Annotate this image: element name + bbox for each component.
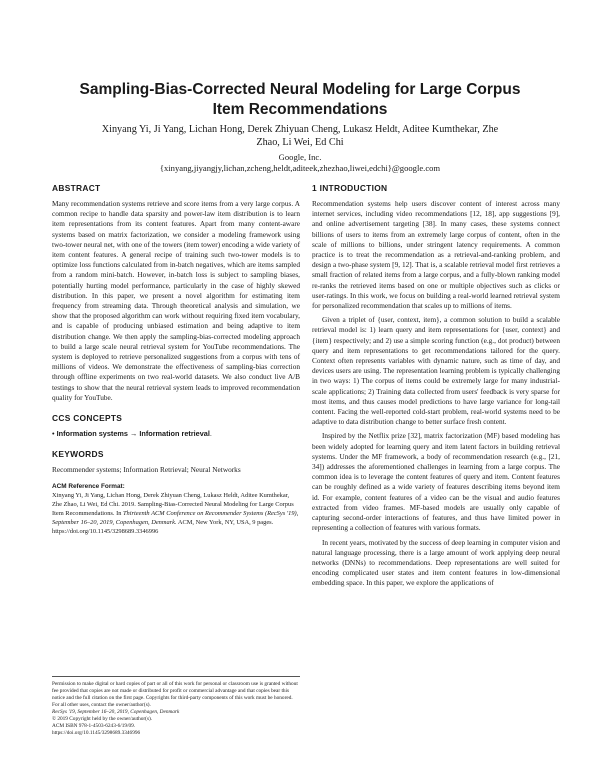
title-line-2: Item Recommendations <box>212 101 388 118</box>
intro-paragraph-2: Given a triplet of {user, context, item}, a common solution to build a scalable retrieval model is: 1) learn query and item representations for {user, context} and {item} respectively; and 2) use a simple scoring function (e.g., dot product) between query and item representations to get recommendations tailored for the query. Context often represents variables with dynamic nature, such as time of day, and devices users are using. The representation learning problem is typically challenging in two ways: 1) The corpus of items could be extremely large for many industrial-scale applications; 2) Training data collected from users' feedback is very sparse for most items, and thus causes model predictions to have large variance for long-tail content. Facing the well-reported cold-start problem, real-world systems need to be adaptive to data distribution change to better surface fresh content. <box>312 315 560 427</box>
intro-paragraph-1: Recommendation systems help users discover content of interest across many internet services, including video recommendations [12, 18], app suggestions [9], and online advertisement targeting [38]. In many cases, these systems connect billions of users to items from an extremely large corpus of content, often in the scale of millions to billions, under stringent latency requirements. A common practice is to treat the recommendation as a retrieval-and-ranking problem, and design a two-phase system [9, 12]. That is, a scalable retrieval model first retrieves a small fraction of related items from a large corpus, and a fully-blown ranking model re-ranks the retrieved items based on one or multiple objectives such as clicks or user-ratings. In this work, we focus on building a real-world learned retrieval system for personalized recommendation that scales up to millions of items. <box>312 199 560 311</box>
ccs-subconcept: Information retrieval <box>139 429 210 439</box>
footnote-isbn: ACM ISBN 978-1-4503-6243-6/19/09. <box>52 723 136 729</box>
authors-line-1: Xinyang Yi, Ji Yang, Lichan Hong, Derek Zhiyuan Cheng, Lukasz Heldt, Aditee Kumthekar, Zhe <box>101 124 499 135</box>
keywords-heading: KEYWORDS <box>52 449 104 460</box>
footnote-venue: RecSys '19, September 16–20, 2019, Copenhagen, Denmark <box>52 709 180 715</box>
ccs-concepts <box>52 429 300 439</box>
copyright-footnote <box>52 676 300 737</box>
ccs-period: . <box>209 429 212 439</box>
introduction-heading: 1 INTRODUCTION <box>312 183 388 193</box>
abstract-heading: ABSTRACT <box>52 183 101 193</box>
acm-reference-doi: ACM, New York, NY, USA, 9 pages. https://doi.org/10.1145/3298689.3346996 <box>52 519 274 536</box>
intro-paragraph-4: In recent years, motivated by the success of deep learning in computer vision and natural language processing, there is a large amount of work applying deep neural networks (DNNs) to recommendations. Deep representations are well suited for encoding complicated user states and item content features in low-dimensional embedding space. In this paper, we explore the applications of <box>312 537 560 588</box>
intro-paragraph-3: Inspired by the Netflix prize [32], matrix factorization (MF) based modeling has been widely adopted for learning query and item latent factors in building retrieval systems. Under the MF framework, a body of recommendation research (e.g., [21, 34]) addresses the aforementioned challenges in learning from a large corpus. The common idea is to leverage the content features of query and item. Content features can be roughly defined as a wide variety of features describing items beyond item id. For example, content features of a video can be the visual and audio features extracted from video frames. MF-based models are usually only capable of capturing second-order interactions of features, and thus have limited power in representing a collection of features with various formats. <box>312 431 560 533</box>
footnote-doi: https://doi.org/10.1145/3298689.3346996 <box>52 730 141 736</box>
acm-reference-venue: Thirteenth ACM Conference on Recommender Systems (RecSys '19), September 16–20, 2019, Copenhagen, Denmark. <box>52 510 299 527</box>
acm-reference-heading: ACM Reference Format: <box>52 483 125 491</box>
ccs-heading: CCS CONCEPTS <box>52 413 123 424</box>
acm-reference-text <box>52 491 300 536</box>
ccs-concept: Information systems <box>56 429 128 439</box>
author-list <box>40 123 560 149</box>
affiliation: Google, Inc. <box>278 152 322 162</box>
left-column <box>52 183 300 536</box>
acm-reference-authors: Xinyang Yi, Ji Yang, Lichan Hong, Derek Zhiyuan Cheng, Lukasz Heldt, Aditee Kumthekar, Zhe Zhao, Li Wei, Ed Chi. 2019. Sampling-Bias-Corrected Neural Modeling for Large Corpus Item Recommendations. In <box>52 492 294 518</box>
ccs-bullet: • <box>52 429 55 439</box>
title-line-1: Sampling-Bias-Corrected Neural Modeling for Large Corpus <box>79 81 521 98</box>
affiliation-block <box>40 152 560 174</box>
author-emails: {xinyang,jiyangjy,lichan,zcheng,heldt,aditeek,zhezhao,liwei,edchi}@google.com <box>159 163 441 173</box>
authors-line-2: Zhao, Li Wei, Ed Chi <box>256 137 344 148</box>
paper-title <box>40 80 560 120</box>
right-column <box>312 183 560 589</box>
abstract-text: Many recommendation systems retrieve and score items from a very large corpus. A common recipe to handle data sparsity and power-law item distribution is to learn item representations from its content features. Apart from many content-aware systems based on matrix factorization, we consider a modeling framework using two-tower neural net, with one of the towers (item tower) encoding a wide variety of item content features. A general recipe of training such two-tower models is to optimize loss functions calculated from in-batch negatives, which are items sampled from a random mini-batch. However, in-batch loss is subject to sampling biases, potentially hurting model performance, particularly in the case of highly skewed distribution. In this paper, we present a novel algorithm for estimating item frequency from streaming data. Through theoretical analysis and simulation, we show that the proposed algorithm can work without requiring fixed item vocabulary, and is capable of producing unbiased estimation and being adaptive to item distribution change. We then apply the sampling-bias-corrected modeling approach to build a large scale neural retrieval system for YouTube recommendations. The system is deployed to retrieve personalized suggestions from a corpus with tens of millions of videos. We demonstrate the effectiveness of sampling-bias correction through offline experiments on two real-world datasets. We also conduct live A/B testings to show that the neural retrieval system leads to improved recommendation quality for YouTube. <box>52 199 300 402</box>
permission-notice: Permission to make digital or hard copies of part or all of this work for personal or classroom use is granted without fee provided that copies are not made or distributed for profit or commercial advantage and that copies bear this notice and the full citation on the first page. Copyrights for third-party components of this work must be honored. For all other uses, contact the owner/author(s). <box>52 681 298 708</box>
ccs-arrow: → <box>130 429 138 439</box>
keywords-text: Recommender systems; Information Retrieval; Neural Networks <box>52 465 241 475</box>
footnote-copyright: © 2019 Copyright held by the owner/author(s). <box>52 716 153 722</box>
